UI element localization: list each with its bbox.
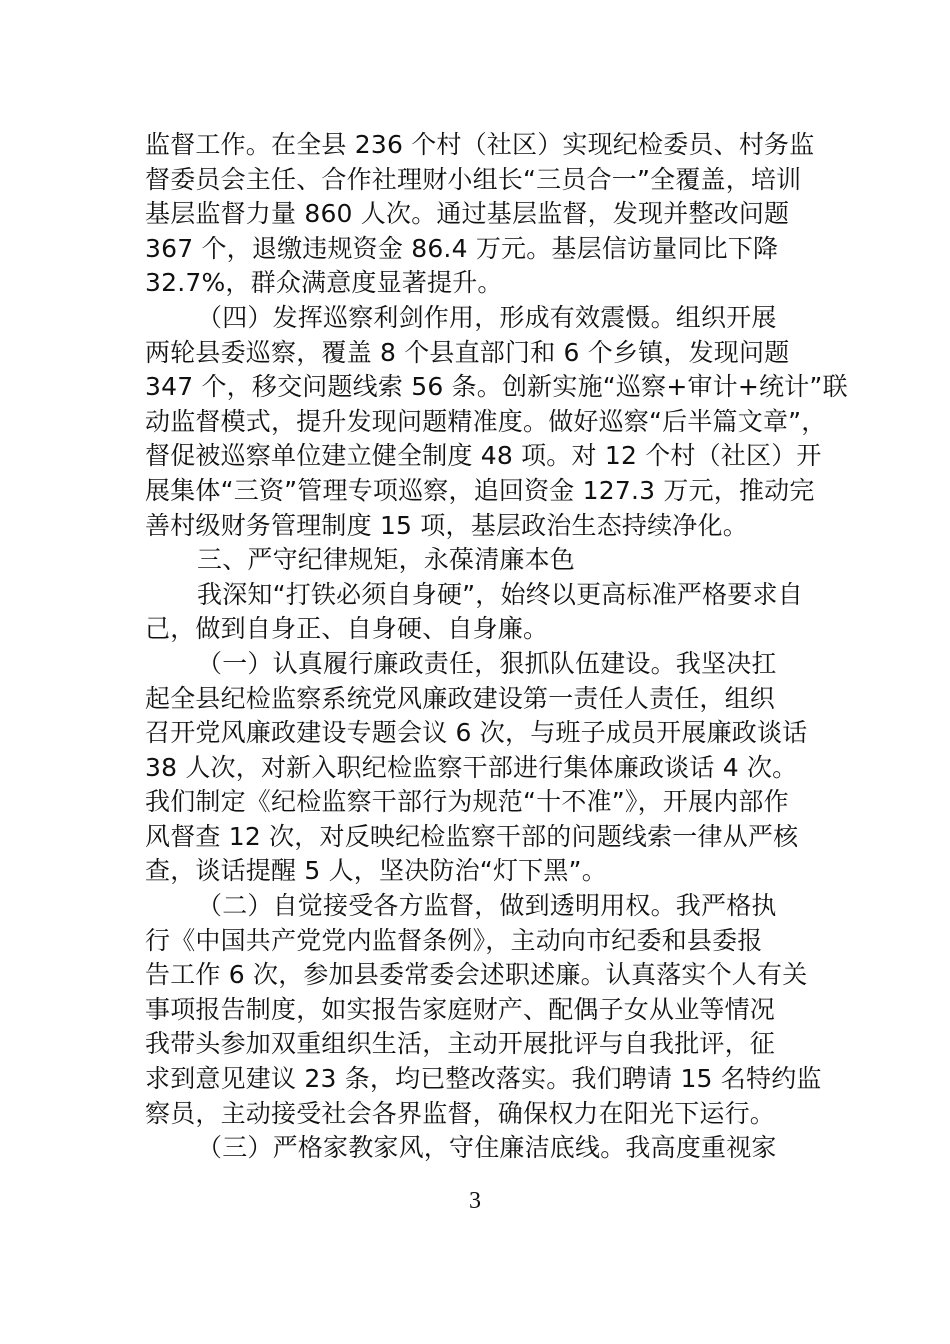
text-line: （二）自觉接受各方监督，做到透明用权。我严格执: [197, 891, 777, 921]
text-line: 我们制定《纪检监察干部行为规范“十不准”》，开展内部作: [145, 787, 789, 817]
text-line: 起全县纪检监察系统党风廉政建设第一责任人责任，组织: [145, 683, 776, 713]
text-line: 己，做到自身正、自身硬、自身廉。: [145, 614, 549, 644]
text-line: 我带头参加双重组织生活，主动开展批评与自我批评，征: [145, 1029, 776, 1059]
text-line: 347 个，移交问题线索 56 条。创新实施“巡察+审计+统计”联: [145, 372, 848, 402]
text-line: 38 人次，对新入职纪检监察干部进行集体廉政谈话 4 次。: [145, 752, 798, 782]
text-line: 我深知“打铁必须自身硬”，始终以更高标准严格要求自: [197, 579, 803, 609]
text-line: 行《中国共产党党内监督条例》，主动向市纪委和县委报: [145, 925, 763, 955]
page-number: 3: [469, 1188, 481, 1214]
text-line: 察员，主动接受社会各界监督，确保权力在阳光下运行。: [145, 1098, 776, 1128]
document-body: [145, 128, 848, 1166]
text-line: （四）发挥巡察利剑作用，形成有效震慑。组织开展: [197, 302, 777, 332]
text-line: 32.7%，群众满意度显著提升。: [145, 268, 503, 298]
text-line: 善村级财务管理制度 15 项，基层政治生态持续净化。: [145, 510, 748, 540]
text-line: 告工作 6 次，参加县委常委会述职述廉。认真落实个人有关: [145, 960, 808, 990]
text-line: 基层监督力量 860 人次。通过基层监督，发现并整改问题: [145, 199, 790, 229]
text-line: （一）认真履行廉政责任，狠抓队伍建设。我坚决扛: [197, 648, 777, 678]
section-heading: 三、严守纪律规矩，永葆清廉本色: [197, 545, 576, 575]
text-line: 求到意见建议 23 条，均已整改落实。我们聘请 15 名特约监: [145, 1064, 822, 1094]
text-line: 两轮县委巡察，覆盖 8 个县直部门和 6 个乡镇，发现问题: [145, 337, 790, 367]
text-line: 事项报告制度，如实报告家庭财产、配偶子女从业等情况: [145, 994, 776, 1024]
text-line: 召开党风廉政建设专题会议 6 次，与班子成员开展廉政谈话: [145, 718, 808, 748]
text-line: 查，谈话提醒 5 人，坚决防治“灯下黑”。: [145, 856, 607, 886]
text-line: 展集体“三资”管理专项巡察，追回资金 127.3 万元，推动完: [145, 475, 815, 505]
text-line: 367 个，退缴违规资金 86.4 万元。基层信访量同比下降: [145, 233, 779, 263]
text-line: （三）严格家教家风，守住廉洁底线。我高度重视家: [197, 1133, 777, 1163]
text-line: 风督查 12 次，对反映纪检监察干部的问题线索一律从严核: [145, 821, 799, 851]
text-line: 监督工作。在全县 236 个村（社区）实现纪检委员、村务监: [145, 130, 815, 159]
text-line: 动监督模式，提升发现问题精准度。做好巡察“后半篇文章”，: [145, 406, 827, 436]
text-line: 督促被巡察单位建立健全制度 48 项。对 12 个村（社区）开: [145, 441, 822, 471]
text-line: 督委员会主任、合作社理财小组长“三员合一”全覆盖，培训: [145, 164, 802, 194]
